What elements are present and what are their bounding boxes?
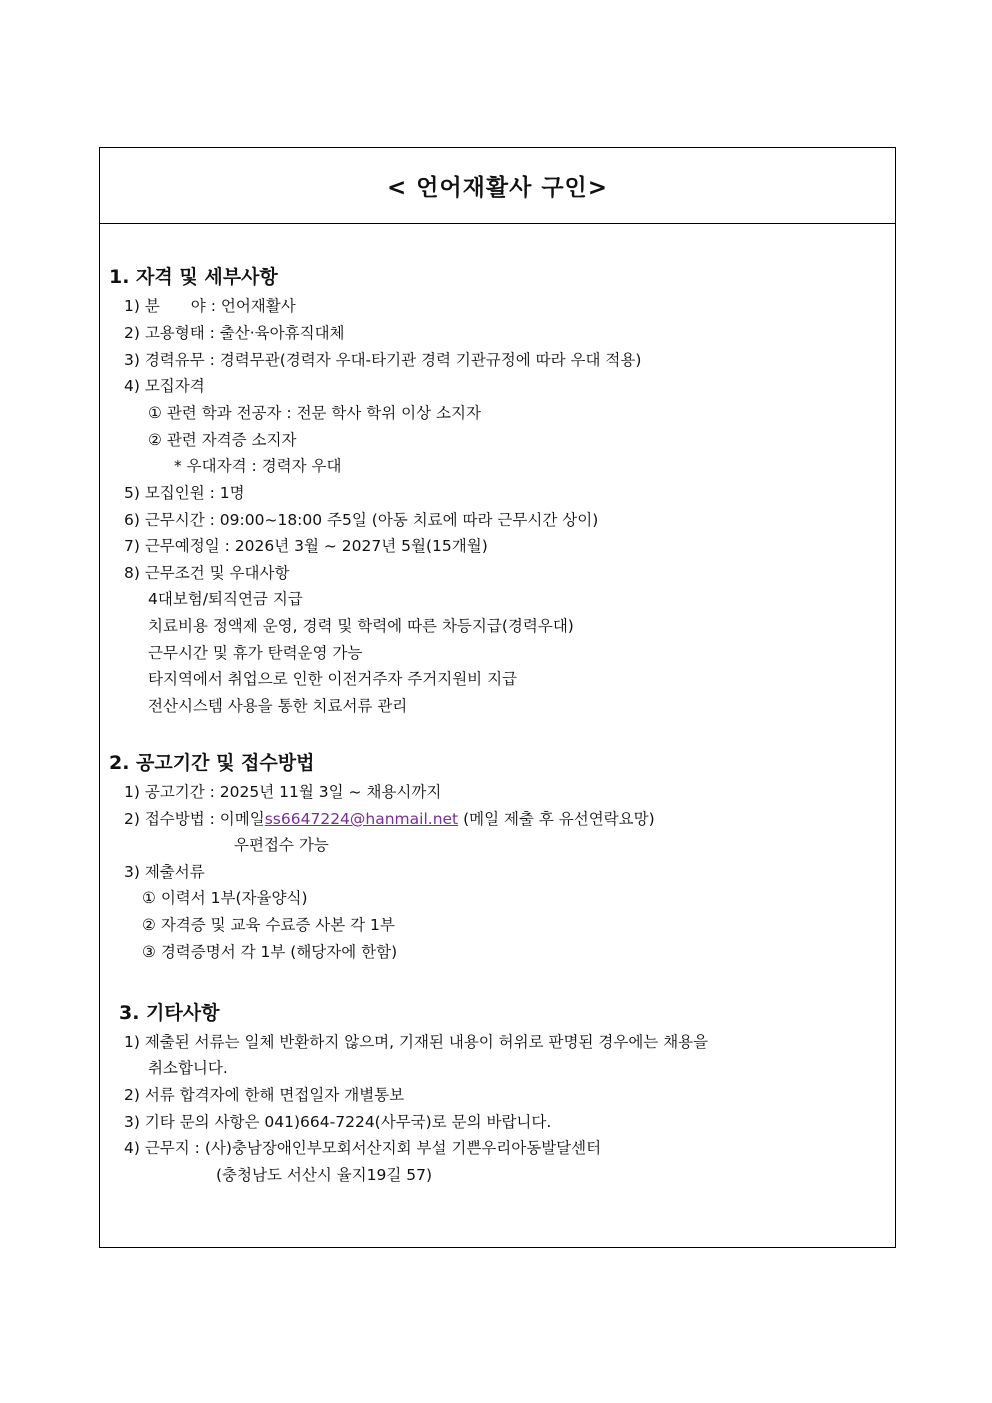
list-item: ① 이력서 1부(자율양식) bbox=[142, 889, 308, 907]
email-link[interactable]: ss6647224@hanmail.net bbox=[264, 810, 459, 828]
period-line: 1) 공고기간 : 2025년 11월 3일 ~ 채용시까지 bbox=[124, 783, 442, 801]
page-title: < 언어재활사 구인> bbox=[386, 175, 609, 201]
list-item: ① 관련 학과 전공자 : 전문 학사 학위 이상 소지자 bbox=[148, 404, 481, 422]
list-item: ③ 경력증명서 각 1부 (해당자에 한함) bbox=[142, 943, 398, 961]
list-item: 전산시스템 사용을 통한 치료서류 관리 bbox=[148, 697, 408, 715]
method-suffix: (메일 제출 후 유선연락요망) bbox=[458, 810, 655, 828]
list-item: 치료비용 정액제 운영, 경력 및 학력에 따른 차등지급(경력우대) bbox=[148, 617, 574, 635]
list-item: 8) 근무조건 및 우대사항 bbox=[124, 564, 290, 582]
list-item: (충청남도 서산시 율지19길 57) bbox=[216, 1166, 433, 1184]
method-line2: 우편접수 가능 bbox=[234, 836, 329, 854]
list-item: 근무시간 및 휴가 탄력운영 가능 bbox=[148, 644, 363, 662]
list-item: 1) 제출된 서류는 일체 반환하지 않으며, 기재된 내용이 허위로 판명된 경우에는 채용을 bbox=[124, 1033, 709, 1051]
list-item: 7) 근무예정일 : 2026년 3월 ~ 2027년 5월(15개월) bbox=[124, 537, 488, 555]
list-item: 2) 고용형태 : 출산·육아휴직대체 bbox=[124, 324, 345, 342]
list-item: 5) 모집인원 : 1명 bbox=[124, 484, 245, 502]
list-item: 4대보험/퇴직연금 지급 bbox=[148, 590, 303, 608]
section2-heading: 2. 공고기간 및 접수방법 bbox=[109, 752, 315, 774]
list-item: ② 관련 자격증 소지자 bbox=[148, 431, 297, 449]
section3-heading: 3. 기타사항 bbox=[119, 1002, 220, 1024]
list-item: * 우대자격 : 경력자 우대 bbox=[174, 457, 342, 475]
list-item: 4) 근무지 : (사)충남장애인부모회서산지회 부설 기쁜우리아동발달센터 bbox=[124, 1139, 602, 1157]
method-prefix: 2) 접수방법 : 이메일 bbox=[124, 810, 265, 828]
method-line bbox=[124, 809, 655, 829]
list-item: 3) 기타 문의 사항은 041)664-7224(사무국)로 문의 바랍니다. bbox=[124, 1113, 552, 1131]
list-item: ② 자격증 및 교육 수료증 사본 각 1부 bbox=[142, 916, 395, 934]
list-item: 3) 경력유무 : 경력무관(경력자 우대-타기관 경력 기관규정에 따라 우대 적용) bbox=[124, 351, 642, 369]
list-item: 4) 모집자격 bbox=[124, 377, 205, 395]
notice-box bbox=[99, 147, 896, 1248]
list-item: 취소합니다. bbox=[148, 1059, 228, 1077]
title-row bbox=[100, 148, 895, 224]
list-item: 6) 근무시간 : 09:00~18:00 주5일 (아동 치료에 따라 근무시간 상이) bbox=[124, 511, 599, 529]
docs-heading: 3) 제출서류 bbox=[124, 863, 205, 881]
list-item: 타지역에서 취업으로 인한 이전거주자 주거지원비 지급 bbox=[148, 670, 518, 688]
section1-heading: 1. 자격 및 세부사항 bbox=[109, 266, 278, 288]
list-item: 1) 분 야 : 언어재활사 bbox=[124, 297, 296, 315]
list-item: 2) 서류 합격자에 한해 면접일자 개별통보 bbox=[124, 1086, 405, 1104]
